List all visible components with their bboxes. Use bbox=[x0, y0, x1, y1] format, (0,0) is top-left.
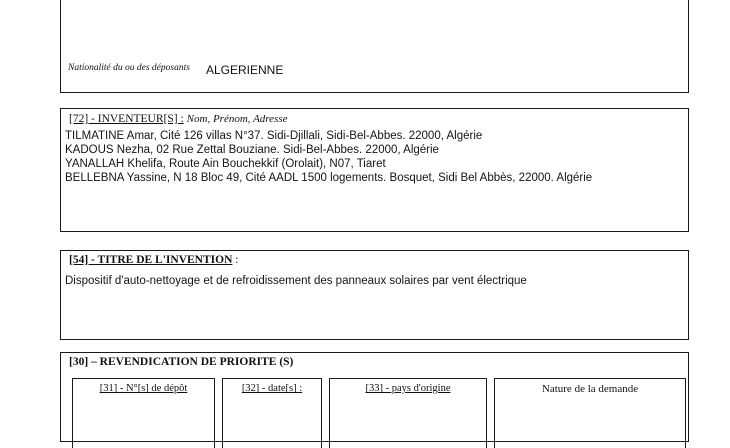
inventor-line-4: BELLEBNA Yassine, N 18 Bloc 49, Cité AADL 1500 logements. Bosquet, Sidi Bel Abbès, 22000. Algérie bbox=[65, 172, 593, 184]
inventor-line-2: KADOUS Nezha, 02 Rue Zettal Bouziane. Sidi-Bel-Abbes. 22000, Algérie bbox=[65, 144, 439, 156]
inventor-line-1: TILMATINE Amar, Cité 126 villas N°37. Sidi-Djillali, Sidi-Bel-Abbes. 22000, Algérie bbox=[65, 130, 483, 142]
inventors-box bbox=[60, 108, 689, 232]
priority-col-country-label: [33] - pays d'origine bbox=[365, 383, 451, 394]
priority-header: [30] – REVENDICATION DE PRIORITE (S) bbox=[69, 356, 294, 368]
invention-title-text: Dispositif d'auto-nettoyage et de refroidissement des panneaux solaires par vent électrique bbox=[65, 275, 527, 287]
priority-col-deposit-label: [31] - N°[s] de dépôt bbox=[99, 383, 188, 394]
priority-col-date-label: [32] - date[s] : bbox=[241, 383, 303, 394]
invention-title-header bbox=[69, 254, 238, 266]
depositor-box bbox=[60, 0, 689, 93]
nationality-value: ALGERIENNE bbox=[206, 63, 284, 77]
inventor-line-3: YANALLAH Khelifa, Route Ain Bouchekkif (Orolait), N07, Tiaret bbox=[65, 158, 386, 170]
invention-title-colon: : bbox=[232, 254, 239, 266]
invention-title-box bbox=[60, 250, 689, 340]
priority-box bbox=[60, 352, 689, 442]
inventors-header bbox=[69, 111, 288, 126]
priority-col-nature-label: Nature de la demande bbox=[541, 383, 639, 395]
inventors-code: [72] - INVENTEUR[S] : bbox=[69, 113, 184, 125]
inventors-subtitle: Nom, Prénom, Adresse bbox=[186, 113, 288, 125]
nationality-label: Nationalité du ou des déposants bbox=[68, 63, 190, 73]
invention-title-code: [54] - TITRE DE L'INVENTION bbox=[69, 254, 233, 266]
